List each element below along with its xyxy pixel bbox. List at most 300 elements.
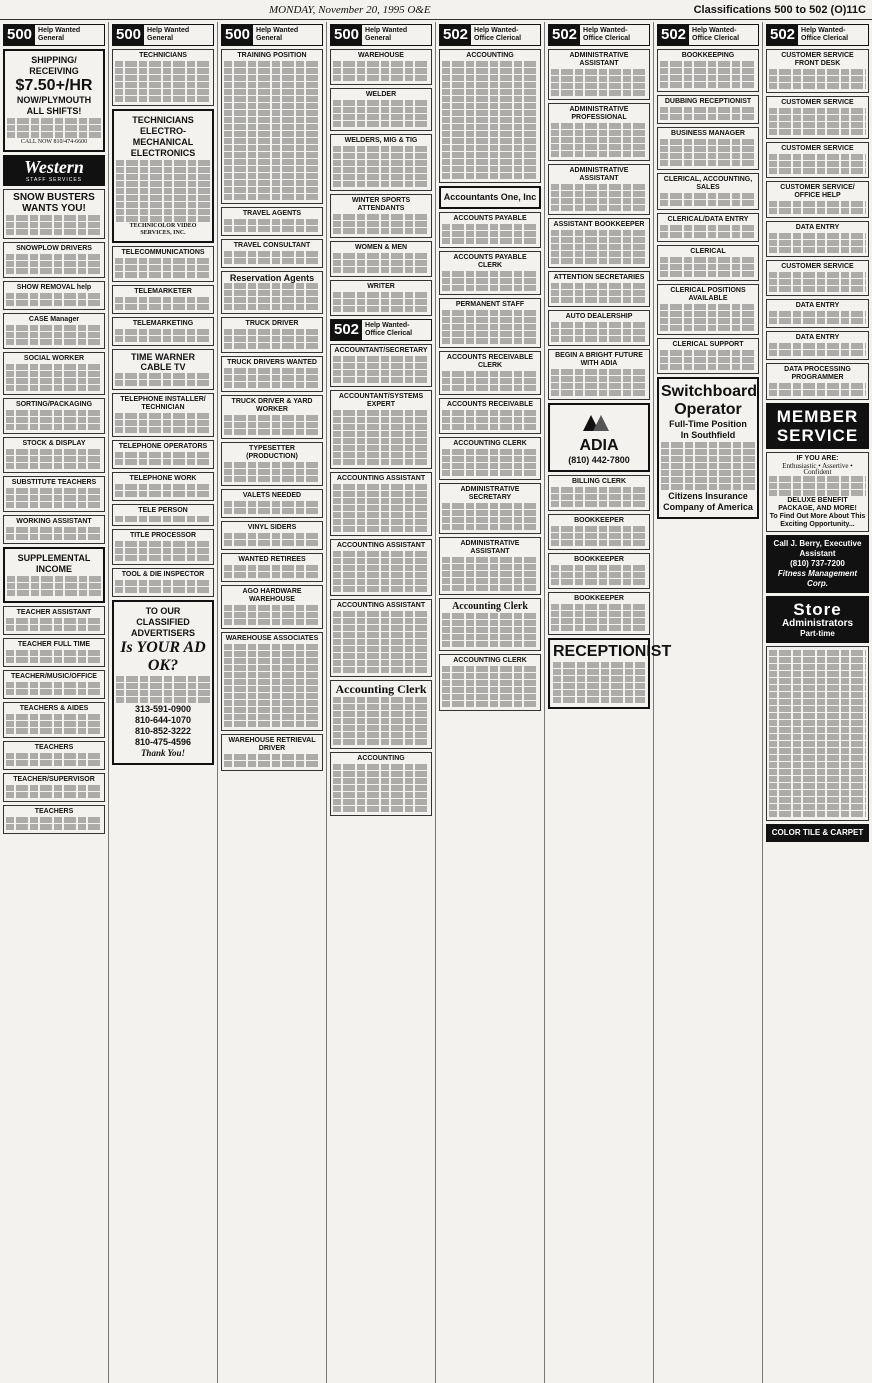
- body-text-line: [769, 233, 866, 239]
- body-text-line: [442, 61, 538, 67]
- body-text-line: [442, 585, 538, 591]
- body-text-line: [769, 650, 866, 656]
- ad-headline: ACCOUNTS RECEIVABLE: [446, 401, 534, 408]
- body-text-line: [442, 82, 538, 88]
- body-text-line: [551, 144, 647, 150]
- body-text-line: [224, 219, 320, 225]
- body-text-line: [769, 115, 866, 121]
- body-text-line: [224, 700, 320, 706]
- body-text-line: [551, 329, 647, 335]
- body-text-line: [442, 680, 538, 686]
- section-title: Help Wanted General: [147, 27, 190, 42]
- section-header: [439, 24, 541, 46]
- body-text-line: [224, 283, 320, 289]
- ad: [439, 537, 541, 595]
- ad-headline: CUSTOMER SERVICE: [781, 263, 854, 270]
- ad: [439, 398, 541, 434]
- ad: [766, 363, 869, 400]
- ad-headline: Accounting Clerk: [452, 601, 528, 612]
- section-number: 500: [331, 25, 362, 45]
- body-text-line: [333, 660, 429, 666]
- ad: [221, 632, 323, 731]
- notice-line: TO OUR: [145, 606, 181, 616]
- body-text-line: [442, 463, 538, 469]
- body-text-line: [333, 445, 429, 451]
- body-text-line: [6, 385, 102, 391]
- body-text-line: [333, 107, 429, 113]
- ad-headline: TEACHER FULL TIME: [17, 641, 91, 649]
- column-7: [654, 22, 763, 1383]
- ad: [657, 127, 759, 170]
- body-text-line: [442, 510, 538, 516]
- ad-headline: DATA PROCESSING PROGRAMMER: [784, 366, 851, 381]
- body-text-line: [660, 139, 756, 145]
- body-text-line: [224, 96, 320, 102]
- ad: [221, 489, 323, 518]
- ad-shifts: ALL SHIFTS!: [26, 106, 82, 116]
- body-text-line: [333, 228, 429, 234]
- ad: [112, 285, 214, 314]
- body-text-line: [224, 290, 320, 296]
- section-number: 500: [4, 25, 35, 45]
- body-text-line: [6, 229, 102, 235]
- ad-headline: TELEPHONE OPERATORS: [118, 443, 208, 450]
- ad-headline: DUBBING RECEPTIONIST: [664, 98, 752, 105]
- section-title: Help Wanted General: [38, 27, 81, 42]
- ad-headline: WAREHOUSE RETRIEVAL DRIVER: [228, 737, 316, 752]
- body-text-line: [6, 424, 102, 430]
- body-text-line: [224, 251, 320, 257]
- body-text-line: [115, 484, 211, 490]
- body-text-line: [116, 160, 210, 166]
- ad-headline: SERVICE: [776, 426, 859, 445]
- body-text-line: [333, 424, 429, 430]
- body-text-line: [224, 103, 320, 109]
- ad: [439, 251, 541, 295]
- body-text-line: [224, 68, 320, 74]
- ad: [330, 49, 432, 85]
- body-text-line: [769, 811, 866, 817]
- body-text-line: [769, 790, 866, 796]
- body-text-line: [333, 565, 429, 571]
- body-text-line: [333, 299, 429, 305]
- section-number: 502: [440, 25, 471, 45]
- ad-headline: TECHNICIANS ELECTRO-MECHANICAL ELECTRONICS: [130, 115, 196, 158]
- body-text-line: [553, 697, 645, 703]
- body-text-line: [769, 311, 866, 317]
- ad-headline: TOOL & DIE INSPECTOR: [121, 571, 205, 578]
- ad-headline: TRUCK DRIVERS WANTED: [227, 359, 317, 366]
- body-text-line: [660, 61, 756, 67]
- ad: [330, 88, 432, 131]
- section-header: [330, 319, 432, 341]
- body-text-line: [442, 557, 538, 563]
- body-text-line: [769, 318, 866, 324]
- body-text-line: [769, 706, 866, 712]
- body-text-line: [769, 201, 866, 207]
- body-text-line: [6, 785, 102, 791]
- ad: [112, 246, 214, 282]
- body-text-line: [224, 761, 320, 767]
- section-title: Help Wanted-Office Clerical: [692, 27, 740, 42]
- body-text-line: [661, 477, 755, 483]
- body-text-line: [333, 799, 429, 805]
- masthead-date: MONDAY, November 20, 1995 O&E: [269, 3, 431, 16]
- body-text-line: [6, 527, 102, 533]
- body-text-line: [333, 221, 429, 227]
- body-text-line: [769, 383, 866, 389]
- body-text-line: [6, 293, 102, 299]
- ad: [330, 539, 432, 596]
- ad-headline: Reservation Agents: [229, 273, 315, 283]
- body-text-line: [769, 490, 866, 496]
- body-text-line: [7, 125, 101, 131]
- body-text-line: [6, 371, 102, 377]
- section-header: [766, 24, 869, 46]
- body-text-line: [442, 424, 538, 430]
- body-text-line: [769, 390, 866, 396]
- body-text-line: [224, 422, 320, 428]
- western-sub: STAFF SERVICES: [25, 177, 83, 183]
- body-text-line: [333, 771, 429, 777]
- ad-headline: WORKING ASSISTANT: [16, 518, 92, 526]
- body-text-line: [333, 498, 429, 504]
- ad: [766, 96, 869, 139]
- body-text-line: [442, 338, 538, 344]
- body-text-line: [769, 350, 866, 356]
- body-text-line: [224, 658, 320, 664]
- body-text-line: [442, 687, 538, 693]
- body-text-line: [442, 503, 538, 509]
- body-text-line: [6, 728, 102, 734]
- body-text-line: [551, 322, 647, 328]
- ad: [548, 349, 650, 400]
- body-text-line: [224, 469, 320, 475]
- body-text-line: [661, 463, 755, 469]
- body-text-line: [660, 264, 756, 270]
- ad-headline: VALETS NEEDED: [242, 492, 302, 499]
- body-text-line: [769, 76, 866, 82]
- body-text-line: [333, 100, 429, 106]
- column-1: [0, 22, 109, 1383]
- ad: [221, 553, 323, 582]
- body-text-line: [333, 639, 429, 645]
- body-text-line: [224, 124, 320, 130]
- contact-name: Call J. Berry, Executive Assistant: [773, 539, 862, 559]
- body-text-line: [551, 69, 647, 75]
- body-text-line: [333, 181, 429, 187]
- body-text-line: [6, 254, 102, 260]
- ad: [657, 213, 759, 242]
- ad: [112, 504, 214, 526]
- ad: [112, 393, 214, 437]
- body-text-line: [116, 209, 210, 215]
- adia-logo-icon: [552, 413, 646, 433]
- ad-headline: SHIPPING/: [31, 55, 77, 65]
- body-text-line: [333, 484, 429, 490]
- body-text-line: [769, 168, 866, 174]
- body-text-line: [115, 587, 211, 593]
- ad-headline: DATA ENTRY: [795, 302, 840, 309]
- ad: [3, 741, 105, 770]
- ad: [112, 349, 214, 390]
- body-text-line: [551, 336, 647, 342]
- body-text-line: [660, 364, 756, 370]
- body-text-line: [224, 61, 320, 67]
- ad-headline: WRITER: [367, 283, 395, 290]
- body-text-line: [224, 679, 320, 685]
- receptionist-ad: [548, 638, 672, 709]
- ad: [548, 553, 650, 589]
- ad: [766, 221, 869, 257]
- body-text-line: [333, 417, 429, 423]
- ad: [221, 521, 323, 550]
- body-text-line: [224, 368, 320, 374]
- body-text-line: [333, 725, 429, 731]
- ad-headline: SORTING/PACKAGING: [15, 401, 93, 409]
- ad-headline: Accounting Clerk: [335, 682, 427, 696]
- body-text-line: [660, 160, 756, 166]
- ad: [330, 194, 432, 238]
- ad: [439, 298, 541, 348]
- ad-headline: WOMEN & MEN: [354, 244, 408, 251]
- body-text-line: [769, 161, 866, 167]
- body-text-line: [769, 279, 866, 285]
- ad-headline: ADMINISTRATIVE PROFESSIONAL: [569, 106, 629, 121]
- ad: [112, 317, 214, 346]
- body-text-line: [224, 612, 320, 618]
- ad-headline: Operator: [674, 401, 742, 418]
- section-header: [3, 24, 105, 46]
- body-text-line: [115, 555, 211, 561]
- body-text-line: [6, 792, 102, 798]
- body-text-line: [333, 785, 429, 791]
- body-text-line: [551, 230, 647, 236]
- ad: [548, 164, 650, 215]
- ad-headline: ACCOUNTING ASSISTANT: [336, 542, 426, 549]
- ad-headline: TRAINING POSITION: [237, 52, 307, 59]
- body-text-line: [442, 278, 538, 284]
- body-text-line: [442, 110, 538, 116]
- ad-headline: ACCOUNTS PAYABLE: [453, 215, 527, 222]
- body-text-line: [333, 214, 429, 220]
- body-text-line: [115, 373, 211, 379]
- body-text-line: [333, 160, 429, 166]
- body-text-line: [333, 653, 429, 659]
- body-text-line: [551, 390, 647, 396]
- ad-headline: TRUCK DRIVER & YARD WORKER: [231, 398, 313, 413]
- ad-headline: TEACHERS & AIDES: [19, 705, 89, 713]
- ad: [112, 568, 214, 597]
- body-text-line: [769, 129, 866, 135]
- technicolor-ad: [112, 109, 214, 243]
- body-text-line: [661, 484, 755, 490]
- body-text-line: [333, 667, 429, 673]
- ad-headline: ACCOUNTING ASSISTANT: [336, 602, 426, 609]
- section-number: 502: [767, 25, 798, 45]
- body-text-line: [769, 657, 866, 663]
- body-text-line: [551, 83, 647, 89]
- col1-ad-list: [3, 242, 105, 544]
- body-text-line: [6, 824, 102, 830]
- body-text-line: [769, 734, 866, 740]
- body-text-line: [6, 618, 102, 624]
- body-text-line: [661, 449, 755, 455]
- col2-ad-list: [112, 246, 214, 597]
- classified-columns: [0, 22, 872, 1383]
- ad-headline: TEACHERS: [34, 744, 74, 752]
- ad: [548, 271, 650, 307]
- ad: [439, 598, 541, 651]
- body-text-line: [115, 516, 211, 522]
- body-text-line: [333, 697, 429, 703]
- ad: [221, 207, 323, 236]
- body-text-line: [7, 590, 101, 596]
- body-text-line: [551, 90, 647, 96]
- ad-headline: STOCK & DISPLAY: [22, 440, 86, 448]
- column-8: [763, 22, 872, 1383]
- body-text-line: [769, 741, 866, 747]
- body-text-line: [660, 257, 756, 263]
- section-number: 502: [331, 320, 362, 340]
- ad-subhead: IF YOU ARE:: [796, 455, 839, 462]
- body-text-line: [442, 673, 538, 679]
- body-text-line: [6, 488, 102, 494]
- body-text-line: [333, 267, 429, 273]
- body-text-line: [442, 310, 538, 316]
- ad: [330, 390, 432, 469]
- body-text-line: [442, 701, 538, 707]
- ad-headline: TEACHER/SUPERVISOR: [13, 776, 95, 784]
- body-text-line: [224, 166, 320, 172]
- body-text-line: [224, 187, 320, 193]
- body-text-line: [7, 132, 101, 138]
- body-text-line: [333, 377, 429, 383]
- ad-headline: TEACHERS: [34, 808, 74, 816]
- classified-notice: [112, 600, 214, 765]
- ad: [221, 395, 323, 439]
- body-text-line: [333, 646, 429, 652]
- body-text-line: [551, 244, 647, 250]
- body-text-line: [6, 456, 102, 462]
- body-text-line: [6, 625, 102, 631]
- ad-headline: WAREHOUSE: [358, 52, 404, 59]
- ad: [3, 313, 105, 349]
- ad: [766, 260, 869, 296]
- ad-headline: ACCOUNTS RECEIVABLE CLERK: [446, 354, 534, 369]
- ad-headline: ACCOUNTING: [357, 755, 405, 762]
- body-text-line: [551, 376, 647, 382]
- body-text-line: [333, 732, 429, 738]
- body-text-line: [551, 76, 647, 82]
- ad: [548, 103, 650, 161]
- ad: [766, 331, 869, 360]
- ad: [439, 437, 541, 480]
- body-text-line: [333, 586, 429, 592]
- ad-headline: ASSISTANT BOOKKEEPER: [553, 221, 645, 228]
- body-text-line: [116, 216, 210, 222]
- ad-headline: BOOKKEEPER: [574, 517, 624, 524]
- body-text-line: [442, 96, 538, 102]
- ad-headline: CUSTOMER SERVICE: [781, 99, 854, 106]
- body-text-line: [551, 151, 647, 157]
- body-text-line: [442, 449, 538, 455]
- body-text-line: [442, 159, 538, 165]
- ad: [112, 529, 214, 565]
- adia-name: ADIA: [579, 437, 619, 454]
- body-text-line: [442, 627, 538, 633]
- body-text-line: [224, 714, 320, 720]
- body-text-line: [115, 96, 211, 102]
- body-text-line: [660, 325, 756, 331]
- body-text-line: [224, 501, 320, 507]
- section-number: 502: [658, 25, 689, 45]
- body-text-line: [6, 714, 102, 720]
- body-text-line: [442, 641, 538, 647]
- body-text-line: [660, 350, 756, 356]
- ad: [330, 680, 432, 749]
- body-text-line: [224, 194, 320, 200]
- body-text-line: [333, 551, 429, 557]
- body-text-line: [224, 619, 320, 625]
- body-text-line: [6, 417, 102, 423]
- ad-headline: TELECOMMUNICATIONS: [121, 249, 205, 256]
- body-text-line: [6, 463, 102, 469]
- body-text-line: [224, 159, 320, 165]
- ad-headline: RECEPTIONIST: [553, 643, 672, 660]
- body-text-line: [442, 224, 538, 230]
- body-text-line: [115, 541, 211, 547]
- body-text-line: [333, 512, 429, 518]
- body-text-line: [333, 452, 429, 458]
- ad-phone: CALL NOW 810/474-6600: [20, 139, 88, 145]
- section-number: 500: [222, 25, 253, 45]
- body-text-line: [224, 258, 320, 264]
- body-text-line: [551, 184, 647, 190]
- ad: [766, 181, 869, 218]
- ad: [112, 472, 214, 501]
- body-text-line: [442, 145, 538, 151]
- notice-phone: 313-591-0900: [134, 704, 192, 714]
- ad: [221, 356, 323, 392]
- body-text-line: [333, 260, 429, 266]
- body-text-line: [115, 548, 211, 554]
- ad-headline: Switchboard: [661, 383, 758, 400]
- ad: [548, 514, 650, 550]
- body-text-line: [442, 271, 538, 277]
- ad-headline: ATTENTION SECRETARIES: [553, 274, 645, 281]
- body-text-line: [442, 620, 538, 626]
- body-text-line: [551, 533, 647, 539]
- ad: [766, 142, 869, 178]
- body-text-line: [442, 75, 538, 81]
- body-text-line: [115, 68, 211, 74]
- ad: [3, 515, 105, 544]
- body-text-line: [115, 297, 211, 303]
- western-name: Western: [24, 157, 84, 177]
- ad: [657, 95, 759, 124]
- ad-headline: WAREHOUSE ASSOCIATES: [225, 635, 319, 642]
- body-text-line: [224, 131, 320, 137]
- body-text-line: [333, 579, 429, 585]
- body-text-line: [551, 618, 647, 624]
- body-text-line: [442, 456, 538, 462]
- body-text-line: [661, 456, 755, 462]
- body-text-line: [224, 686, 320, 692]
- body-text-line: [769, 783, 866, 789]
- ad-headline: SNOW BUSTERS WANTS YOU!: [13, 192, 95, 215]
- body-text-line: [115, 452, 211, 458]
